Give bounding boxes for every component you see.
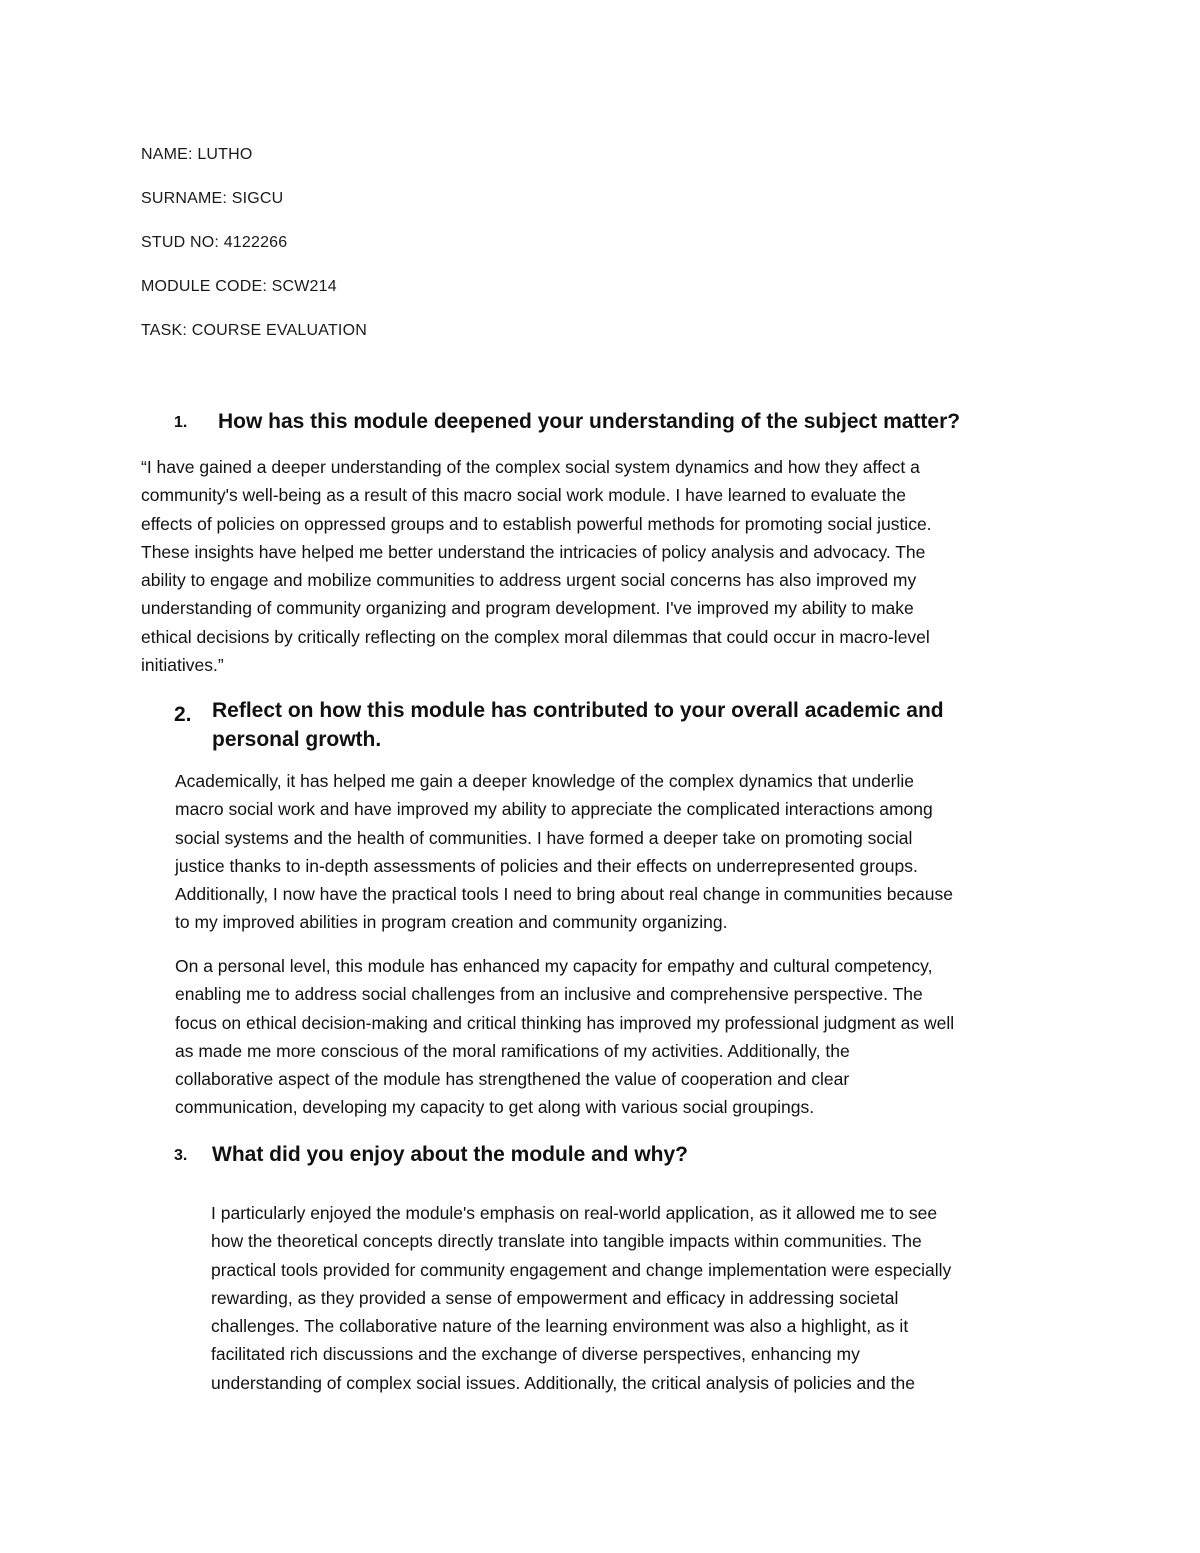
answer-line: community's well-being as a result of this macro social work module. I have learned to evaluate the [141, 485, 906, 506]
answer-line: communication, developing my capacity to get along with various social groupings. [175, 1097, 815, 1118]
answer-line: facilitated rich discussions and the exchange of diverse perspectives, enhancing my [211, 1344, 860, 1365]
answer-line: macro social work and have improved my ability to appreciate the complicated interactions among [175, 799, 933, 820]
answer-line: challenges. The collaborative nature of the learning environment was also a highlight, as it [211, 1316, 909, 1337]
answer-line: initiatives.” [141, 655, 224, 676]
question-2-answer-academic [175, 767, 953, 937]
task-title: TASK: COURSE EVALUATION [141, 322, 367, 339]
answer-line: collaborative aspect of the module has strengthened the value of cooperation and clear [175, 1069, 850, 1090]
answer-line: “I have gained a deeper understanding of the complex social system dynamics and how they affect a [141, 457, 920, 477]
answer-line: Academically, it has helped me gain a deeper knowledge of the complex dynamics that underlie [175, 771, 914, 791]
answer-line: On a personal level, this module has enhanced my capacity for empathy and cultural competency, [175, 956, 933, 976]
answer-line: social systems and the health of communities. I have formed a deeper take on promoting social [175, 827, 913, 848]
answer-line: understanding of complex social issues. Additionally, the critical analysis of policies and the [211, 1372, 915, 1393]
question-1-number: 1. [174, 414, 188, 431]
question-3-heading-line: What did you enjoy about the module and why? [212, 1143, 688, 1166]
answer-line: enabling me to address social challenges from an inclusive and comprehensive perspective. The [175, 984, 923, 1005]
answer-line: how the theoretical concepts directly translate into tangible impacts within communities. The [211, 1231, 922, 1252]
question-2-answer-personal [175, 952, 954, 1122]
question-1-heading-line: How has this module deepened your understanding of the subject matter? [218, 410, 961, 433]
question-3-heading [212, 1140, 688, 1169]
answer-line: as made me more conscious of the moral ramifications of my activities. Additionally, the [175, 1040, 850, 1061]
answer-line: focus on ethical decision-making and critical thinking has improved my professional judgment as well [175, 1012, 955, 1033]
question-1-heading [218, 407, 960, 436]
answer-line: Additionally, I now have the practical tools I need to bring about real change in communities because [175, 884, 953, 905]
answer-line: effects of policies on oppressed groups and to establish powerful methods for promoting social justice. [141, 513, 932, 534]
answer-line: rewarding, as they provided a sense of empowerment and efficacy in addressing societal [211, 1287, 899, 1308]
answer-line: understanding of community organizing and program development. I've improved my ability to make [141, 598, 914, 619]
answer-line: justice thanks to in-depth assessments of policies and their effects on underrepresented groups. [175, 855, 918, 876]
answer-line: These insights have helped me better understand the intricacies of policy analysis and advocacy. The [141, 541, 926, 562]
answer-line: ability to engage and mobilize communities to address urgent social concerns has also improved my [141, 570, 917, 591]
answer-line: practical tools provided for community engagement and change implementation were especially [211, 1259, 952, 1280]
question-2-heading-line: Reflect on how this module has contributed to your overall academic and [212, 699, 944, 722]
answer-line: to my improved abilities in program creation and community organizing. [175, 912, 728, 933]
question-2-heading-line: personal growth. [212, 728, 382, 751]
answer-line: ethical decisions by critically reflecting on the complex moral dilemmas that could occur in macro-level [141, 626, 930, 647]
question-2-heading [212, 696, 944, 754]
question-2-number: 2. [174, 703, 192, 726]
student-number: STUD NO: 4122266 [141, 234, 288, 251]
answer-line: I particularly enjoyed the module's emphasis on real-world application, as it allowed me to see [211, 1203, 938, 1223]
student-surname: SURNAME: SIGCU [141, 190, 284, 207]
question-1-answer [141, 453, 932, 679]
student-name: NAME: LUTHO [141, 146, 253, 163]
module-code: MODULE CODE: SCW214 [141, 278, 337, 295]
question-3-number: 3. [174, 1147, 188, 1164]
question-3-answer [211, 1199, 951, 1397]
